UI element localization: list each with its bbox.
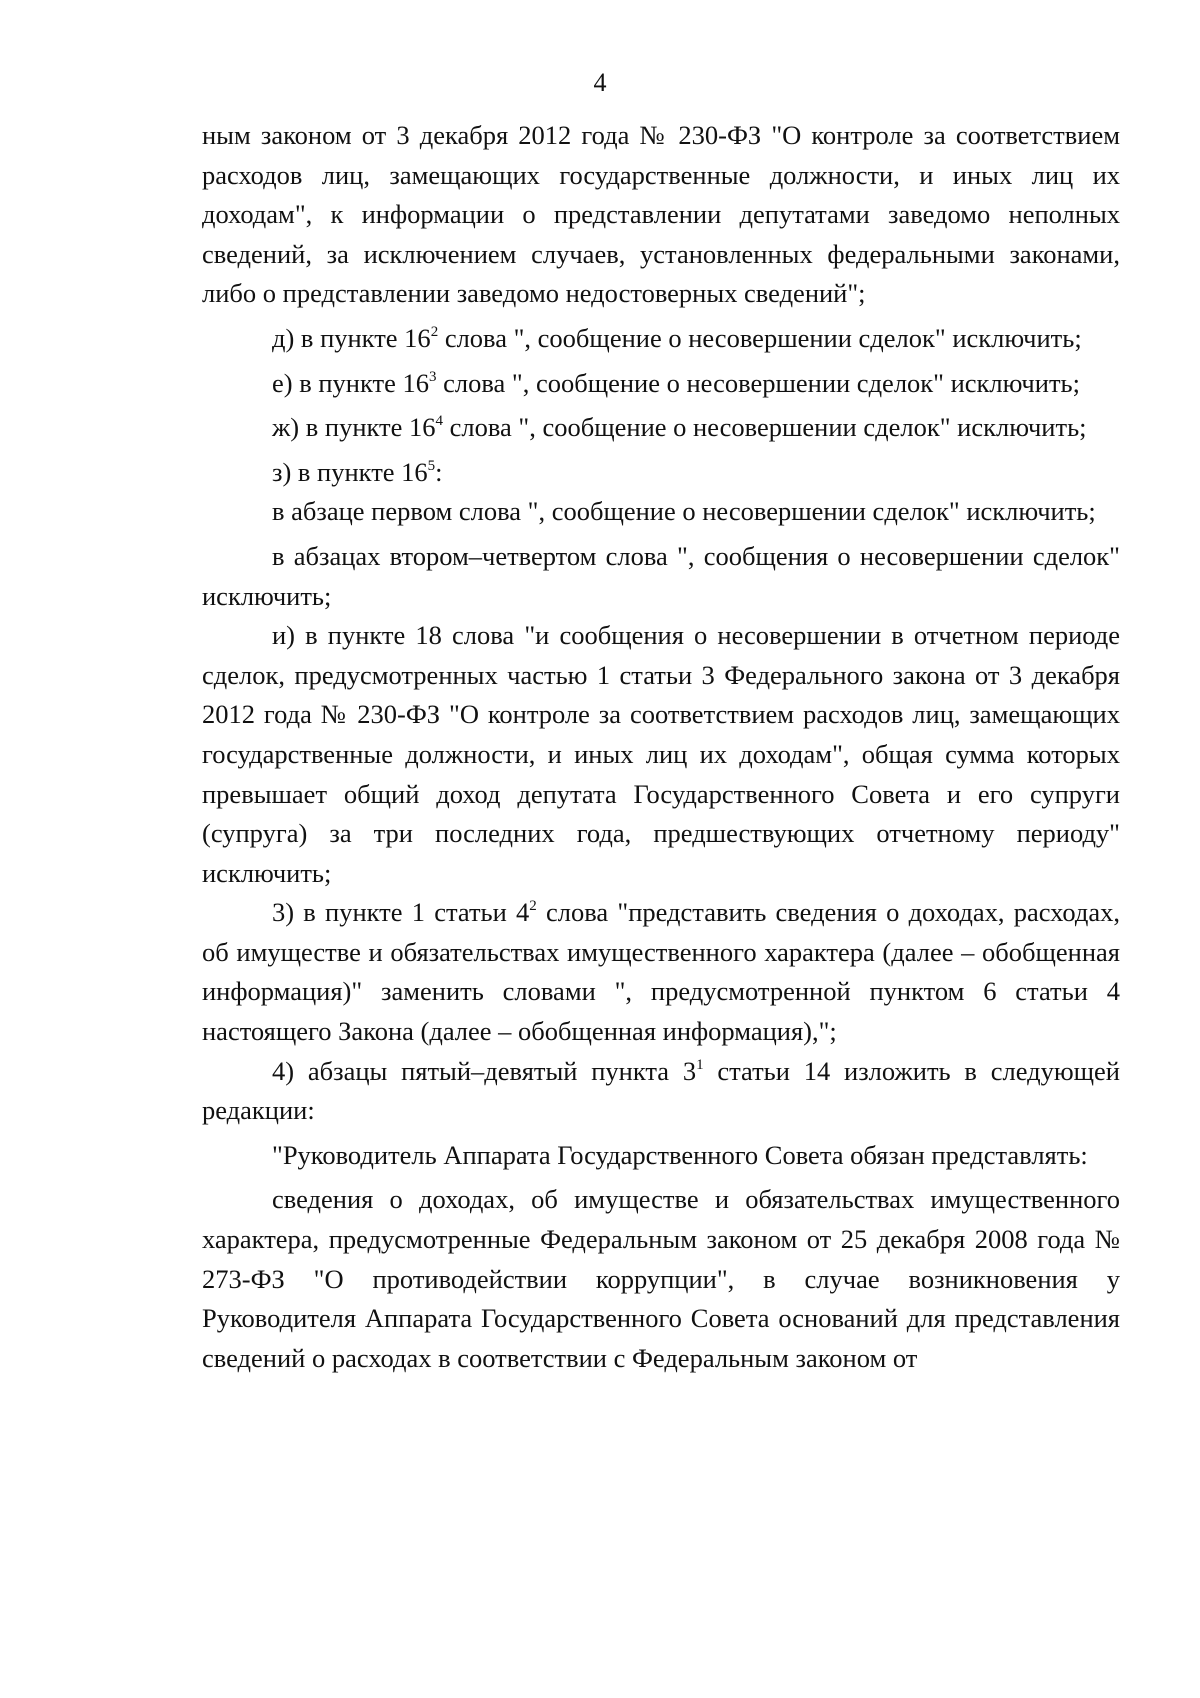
paragraph-item-z	[202, 453, 1120, 493]
paragraph-continuation: ным законом от 3 декабря 2012 года № 230-ФЗ "О контроле за соответствием расходов лиц, замещающих государственные должности, и иных лиц их доходам", к информации о представлении депутатами заведомо неполных сведений, за исключением случаев, установленных федеральными законами, либо о представлении заведомо недостоверных сведений";	[202, 120, 1120, 309]
superscript-index: 4	[435, 413, 444, 430]
paragraph-text: слова ", сообщение о несовершении сделок" исключить;	[436, 367, 1080, 398]
paragraph-text: з) в пункте 16	[272, 456, 428, 487]
page-number: 4	[593, 68, 607, 97]
paragraph-item-i: и) в пункте 18 слова "и сообщения о несовершении в отчетном периоде сделок, предусмотренных частью 1 статьи 3 Федерального закона от 3 декабря 2012 года № 230-ФЗ "О контроле за соответствием расходов лиц, замещающих государственные должности, и иных лиц их доходам", общая сумма которых превышает общий доход депутата Государственного Совета и его супруги (супруга) за три последних года, предшествующих отчетному периоду" исключить;	[202, 620, 1120, 888]
superscript-index: 3	[428, 368, 437, 385]
superscript-index: 2	[430, 323, 439, 340]
paragraph-text: д) в пункте 16	[272, 322, 431, 353]
paragraph-text: статьи 14 изложить в следующей редакции:	[202, 1055, 1120, 1126]
paragraph-text: слова "представить сведения о доходах, расходах, об имуществе и обязательствах имущественного характера (далее – обобщенная информация)" заменить словами ", предусмотренной пунктом 6 статьи 4 настоящего Закона (далее – обобщенная информация),";	[202, 897, 1120, 1047]
paragraph-item-4	[202, 1052, 1120, 1131]
paragraph-text: ж) в пункте 16	[272, 412, 436, 443]
paragraph-item-3	[202, 893, 1120, 1051]
paragraph-text: 4) абзацы пятый–девятый пункта 3	[272, 1055, 697, 1086]
paragraph-subitem-first: в абзаце первом слова ", сообщение о несовершении сделок" исключить;	[272, 496, 1096, 527]
document-body	[202, 116, 1120, 1378]
paragraph-text: е) в пункте 16	[272, 367, 429, 398]
paragraph-item-e	[202, 364, 1120, 404]
paragraph-quote-start: "Руководитель Аппарата Государственного Совета обязан представлять:	[272, 1139, 1088, 1170]
paragraph-text: 3) в пункте 1 статьи 4	[272, 897, 530, 928]
paragraph-item-zh	[202, 408, 1120, 448]
paragraph-subitem-second-fourth: в абзацах втором–четвертом слова ", сообщения о несовершении сделок" исключить;	[202, 540, 1120, 611]
superscript-index: 1	[696, 1056, 704, 1073]
superscript-index: 5	[427, 457, 436, 474]
paragraph-text: слова ", сообщение о несовершении сделок" исключить;	[443, 412, 1087, 443]
paragraph-text: :	[435, 456, 443, 487]
paragraph-quote-body: сведения о доходах, об имуществе и обязательствах имущественного характера, предусмотренные Федеральным законом от 25 декабря 2008 года № 273-ФЗ "О противодействии коррупции", в случае возникновения у Руководителя Аппарата Государственного Совета оснований для представления сведений о расходах в соответствии с Федеральным законом от	[202, 1184, 1120, 1373]
paragraph-text: слова ", сообщение о несовершении сделок" исключить;	[438, 322, 1082, 353]
paragraph-item-d	[202, 319, 1120, 359]
superscript-index: 2	[529, 898, 537, 915]
